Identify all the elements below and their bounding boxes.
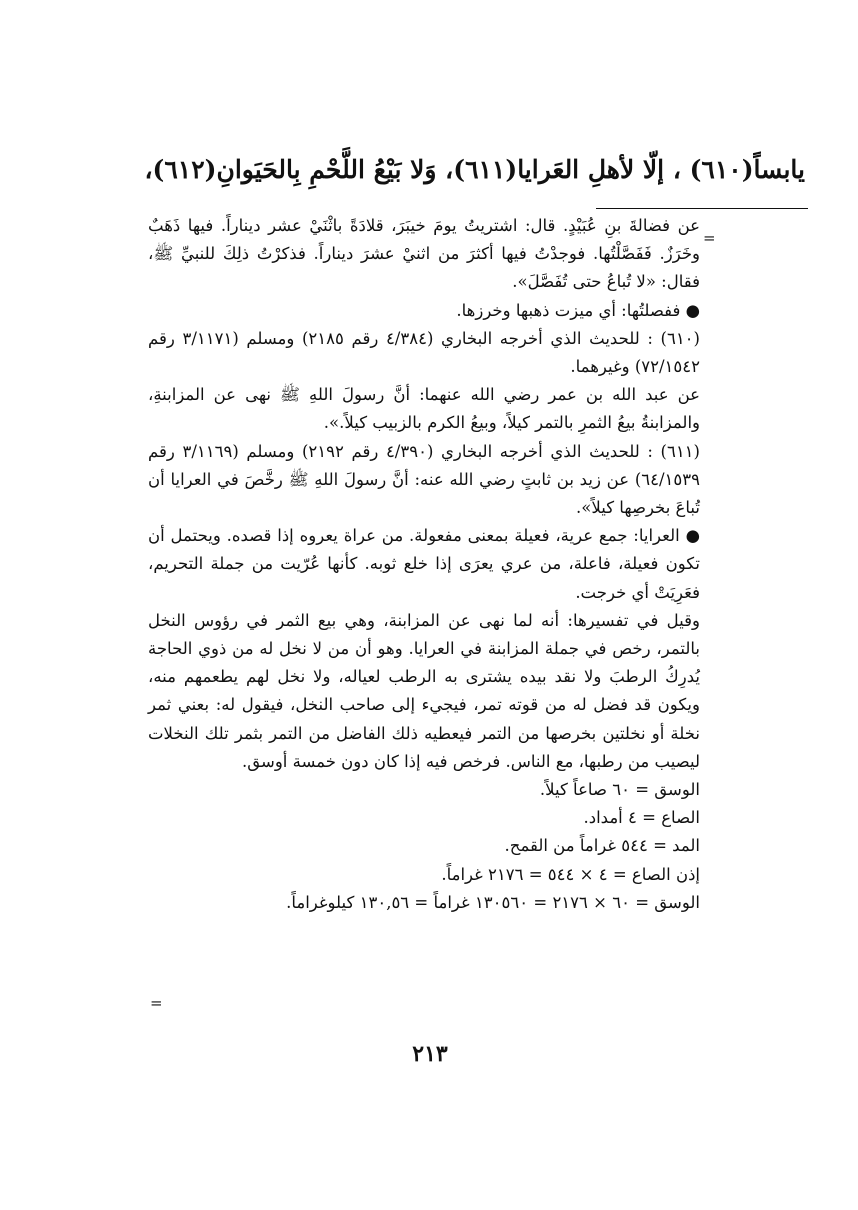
measure-line: الوسق = ٦٠ صاعاً كيلاً. bbox=[539, 780, 700, 800]
footnotes bbox=[148, 212, 700, 917]
footnote-paragraph: عن فضالةَ بنِ عُبَيْدٍ. قال: اشتريتُ يومَ خيبَرَ، قلادَةً باثْنَيْ عشر ديناراً. فيها ذَهَبٌ وخَرَزٌ. فَفَصَّلْتُها. فوجدْتُ فيها أكثرَ من اثنيْ عشرَ ديناراً. فذكرْتُ ذلِكَ للنبيِّ ﷺ، فقال: «لا تُباعُ حتى تُفَصَّلَ». bbox=[148, 216, 700, 292]
footnote-paragraph: ● العرايا: جمع عرية، فعيلة بمعنى مفعولة. من عراة يعروه إذا قصده. ويحتمل أن تكون فعيلة، فاعلة، من عري يعرَى إذا خلع ثوبه. كأنها عُرّيت من جملة التحريم، فعَرِيَتْ أي خرجت. bbox=[148, 526, 700, 602]
footnote-paragraph: (٦١٠) : للحديث الذي أخرجه البخاري (٤/٣٨٤ رقم ٢١٨٥) ومسلم (٣/١١٧١ رقم ٧٢/١٥٤٢) وغيرهما. bbox=[148, 328, 700, 377]
measure-line: إذن الصاع = ٤ × ٥٤٤ = ٢١٧٦ غراماً. bbox=[441, 864, 700, 884]
footnote-paragraph: وقيل في تفسيرها: أنه لما نهى عن المزابنة، وهي بيع الثمر في رؤوس النخل بالتمر، رخص في جملة المزابنة في العرايا. وهو أن من لا نخل له من ذوي الحاجة يُدرِكُ الرطبَ ولا نقد بيده يشترى به الرطب لعياله، ولا نخل لهم يطعمهم منه، ويكون قد فضل له من قوته تمر، فيجيء إلى صاحب النخل، فيقول له: بعني ثمر نخلة أو نخلتين بخرصها من التمر فيعطيه ذلك الفاضل من التمر بثمر تلك النخلات ليصيب من رطبها، مع الناس. فرخص فيه إذا كان دون خمسة أوسق. bbox=[148, 610, 700, 771]
main-text-line: يابساً(٦١٠) ، إلّا لأهلِ العَرايا(٦١١)، وَلا بَيْعُ اللَّحْمِ بِالحَيَوانِ(٦١٢)، bbox=[144, 155, 805, 184]
footnote-paragraph: ● ففصلتُها: أي ميزت ذهبها وخرزها. bbox=[456, 300, 700, 320]
measure-line: الصاع = ٤ أمداد. bbox=[583, 808, 700, 828]
footnote-paragraph: عن عبد الله بن عمر رضي الله عنهما: أنَّ رسولَ اللهِ ﷺ نهى عن المزابنةِ، والمزابنةُ بيعُ الثمرِ بالتمر كيلاً، وبيعُ الكرم بالزبيب كيلاً.». bbox=[148, 385, 700, 433]
footnote-paragraph: (٦١١) : للحديث الذي أخرجه البخاري (٤/٣٩٠ رقم ٢١٩٢) ومسلم (٣/١١٦٩ رقم ٦٤/١٥٣٩) عن زيد بن ثابتٍ رضي الله عنه: أنَّ رسولَ اللهِ ﷺ رخَّصَ في العرايا أن تُباعَ بخرصِها كيلاً». bbox=[148, 441, 700, 518]
measure-line: الوسق = ٦٠ × ٢١٧٦ = ١٣٠٥٦٠ غراماً = ١٣٠,٥٦ كيلوغراماً. bbox=[286, 892, 700, 912]
measure-line: المد = ٥٤٤ غراماً من القمح. bbox=[504, 836, 700, 856]
margin-mark-top: = bbox=[703, 229, 716, 247]
margin-mark-bottom: = bbox=[150, 994, 163, 1012]
footnote-separator bbox=[596, 208, 808, 209]
page-number: ٢١٣ bbox=[412, 1041, 448, 1067]
